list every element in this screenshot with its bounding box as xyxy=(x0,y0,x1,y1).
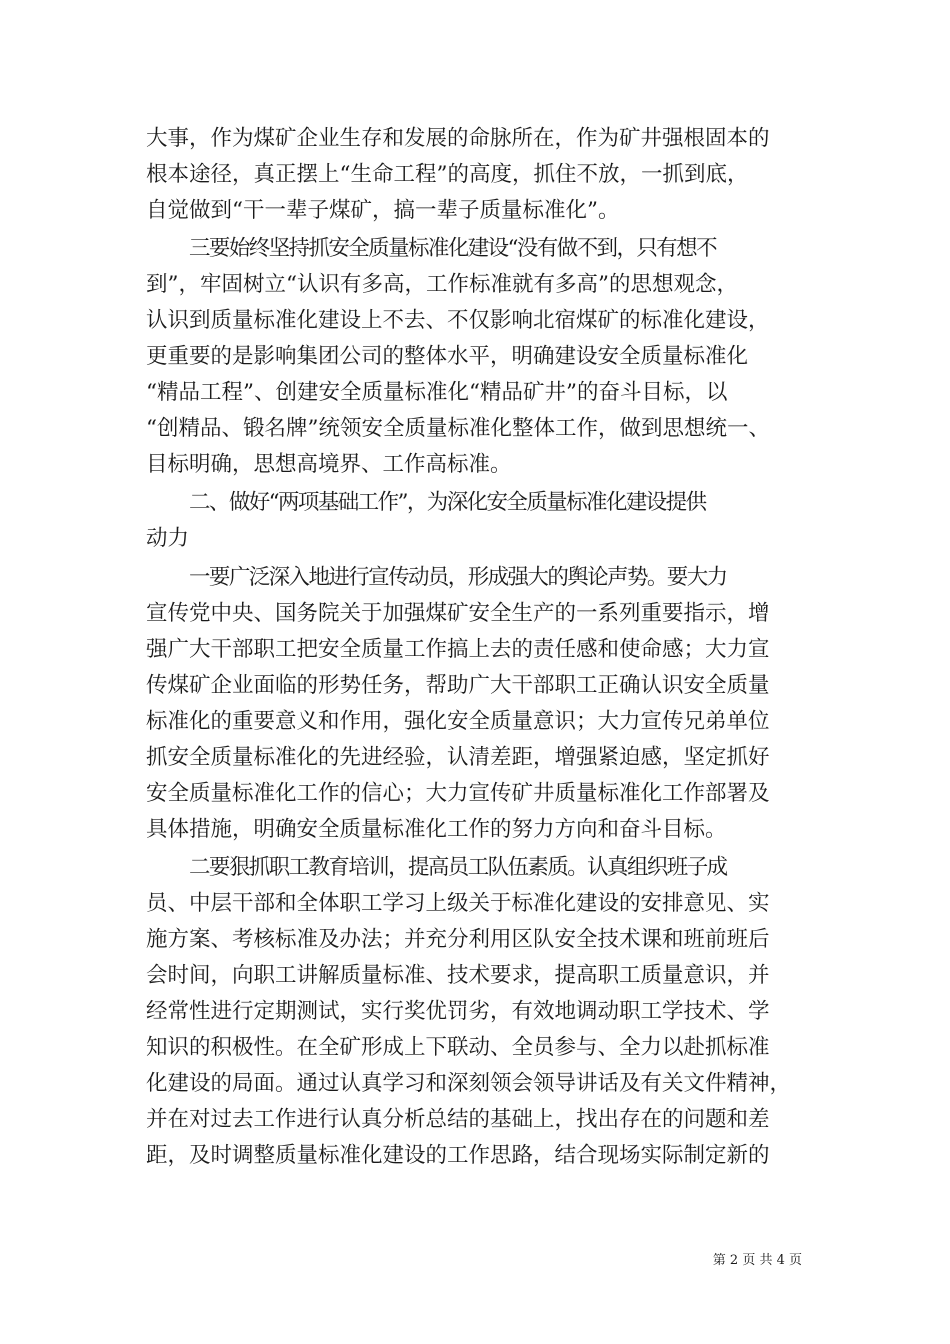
text-line: 传煤矿企业面临的形势任务，帮助广大干部职工正确认识安全质量 xyxy=(146,673,770,698)
text-line: “创精品、锻名牌”统领安全质量标准化整体工作，做到思想统一、 xyxy=(146,416,770,441)
text-line: 强广大干部职工把安全质量工作搞上去的责任感和使命感；大力宣 xyxy=(146,637,770,662)
text-line: 距，及时调整质量标准化建设的工作思路，结合现场实际制定新的 xyxy=(146,1143,770,1168)
text-line: 抓安全质量标准化的先进经验，认清差距，增强紧迫感，坚定抓好 xyxy=(146,745,770,770)
text-line: 到”，牢固树立“认识有多高，工作标准就有多高”的思想观念， xyxy=(146,272,738,297)
text-line: 并在对过去工作进行认真分析总结的基础上，找出存在的问题和差 xyxy=(146,1107,770,1132)
text-line: 目标明确，思想高境界、工作高标准。 xyxy=(146,452,512,477)
paragraph-first-line: 一要广泛深入地进行宣传动员，形成强大的舆论声势。要大力 xyxy=(189,565,727,590)
text-line: 自觉做到“干一辈子煤矿，搞一辈子质量标准化”。 xyxy=(146,198,620,223)
text-line: 根本途径，真正摆上“生命工程”的高度，抓住不放，一抓到底， xyxy=(146,162,749,187)
section-heading: 二、做好“两项基础工作”，为深化安全质量标准化建设提供 xyxy=(189,490,706,515)
text-line: 宣传党中央、国务院关于加强煤矿安全生产的一系列重要指示，增 xyxy=(146,601,770,626)
text-line: 会时间，向职工讲解质量标准、技术要求，提高职工质量意识，并 xyxy=(146,963,770,988)
text-line: 大事，作为煤矿企业生存和发展的命脉所在，作为矿井强根固本的 xyxy=(146,126,770,151)
text-line: “精品工程”、创建安全质量标准化“精品矿井”的奋斗目标，以 xyxy=(146,380,728,405)
text-line: 标准化的重要意义和作用，强化安全质量意识；大力宣传兄弟单位 xyxy=(146,709,770,734)
text-line: 经常性进行定期测试，实行奖优罚劣，有效地调动职工学技术、学 xyxy=(146,999,770,1024)
page-number-footer: 第 2 页 共 4 页 xyxy=(712,1253,802,1268)
paragraph-first-line: 二要狠抓职工教育培训，提高员工队伍素质。认真组织班子成 xyxy=(189,855,727,880)
text-line: 施方案、考核标准及办法；并充分利用区队安全技术课和班前班后 xyxy=(146,927,770,952)
text-line: 知识的积极性。在全矿形成上下联动、全员参与、全力以赴抓标准 xyxy=(146,1035,770,1060)
paragraph-first-line: 三要始终坚持抓安全质量标准化建设“没有做不到，只有想不 xyxy=(189,236,716,261)
text-line: 安全质量标准化工作的信心；大力宣传矿井质量标准化工作部署及 xyxy=(146,781,770,806)
text-line: 员、中层干部和全体职工学习上级关于标准化建设的安排意见、实 xyxy=(146,891,770,916)
text-line: 更重要的是影响集团公司的整体水平，明确建设安全质量标准化 xyxy=(146,344,749,369)
section-heading-cont: 动力 xyxy=(146,526,190,551)
text-line: 具体措施，明确安全质量标准化工作的努力方向和奋斗目标。 xyxy=(146,817,727,842)
text-line: 化建设的局面。通过认真学习和深刻领会领导讲话及有关文件精神， xyxy=(146,1071,792,1096)
text-line: 认识到质量标准化建设上不去、不仅影响北宿煤矿的标准化建设， xyxy=(146,308,770,333)
